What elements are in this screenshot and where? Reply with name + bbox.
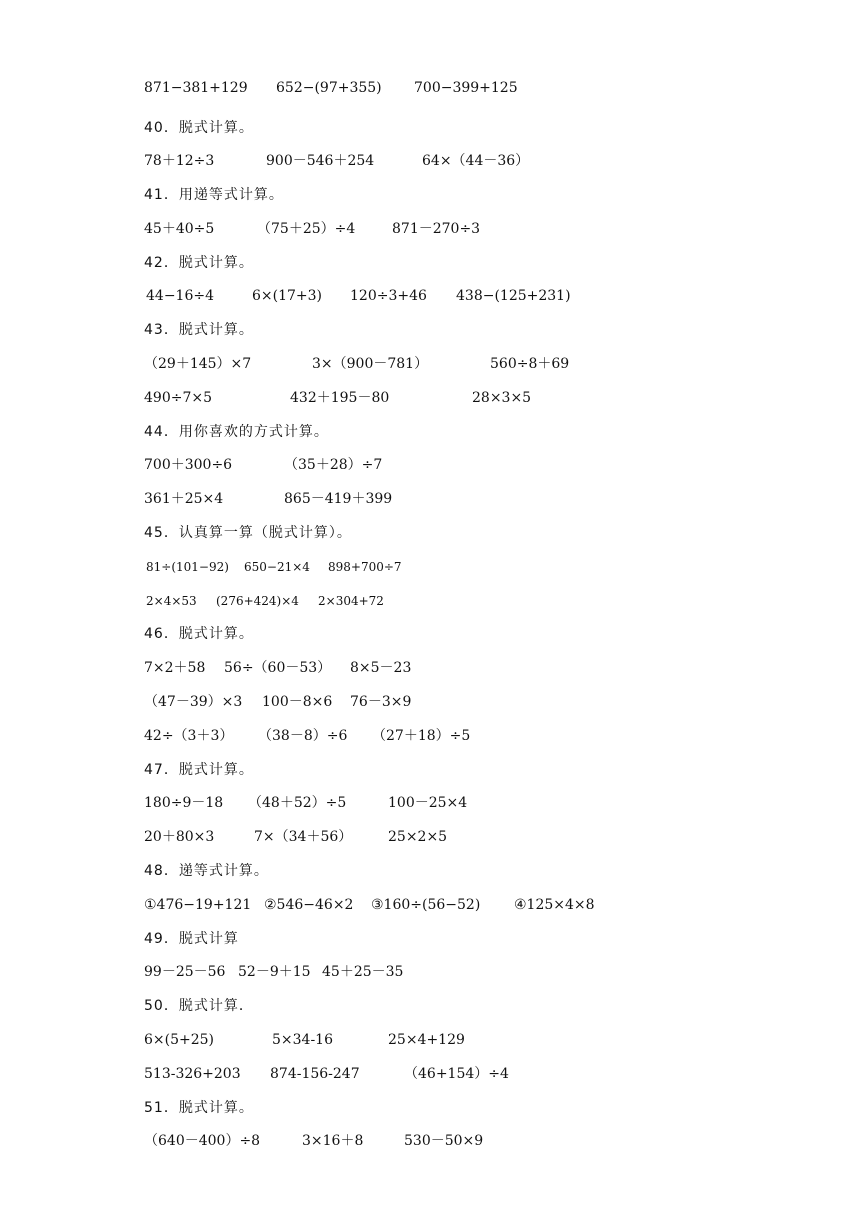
expression: 438−(125+231) <box>456 288 571 304</box>
expression: （47－39）×3 <box>144 694 243 710</box>
expression: 25×2×5 <box>388 829 448 845</box>
expression: 5×34-16 <box>272 1032 333 1048</box>
expression: 100－8×6 <box>262 694 333 710</box>
expression: 100－25×4 <box>388 795 468 811</box>
expression: 2×304+72 <box>318 594 384 608</box>
expression: 2×4×53 <box>146 594 197 608</box>
expression: （48＋52）÷5 <box>248 795 347 811</box>
expression: 45＋25－35 <box>322 964 404 980</box>
question-heading: 43．脱式计算。 <box>144 322 254 338</box>
expression: 28×3×5 <box>472 390 532 406</box>
expression: 20＋80×3 <box>144 829 215 845</box>
expression: 78＋12÷3 <box>144 153 215 169</box>
expression: ③160÷(56−52) <box>371 897 481 913</box>
expression: 900－546＋254 <box>266 153 375 169</box>
expression: （38－8）÷6 <box>258 728 348 744</box>
expression: 99－25－56 <box>144 964 226 980</box>
expression: 3×（900－781） <box>312 356 429 372</box>
expression: 120÷3+46 <box>350 288 427 304</box>
question-heading: 47．脱式计算。 <box>144 762 254 778</box>
question-heading: 49．脱式计算 <box>144 931 239 947</box>
expression: 56÷（60－53） <box>224 660 332 676</box>
expression: （35＋28）÷7 <box>284 457 383 473</box>
expression: 871−381+129 <box>144 80 248 96</box>
question-heading: 46．脱式计算。 <box>144 626 254 642</box>
expression: 513-326+203 <box>144 1066 241 1082</box>
expression: 865－419＋399 <box>284 491 393 507</box>
expression: 76－3×9 <box>350 694 412 710</box>
expression: 52－9＋15 <box>238 964 311 980</box>
expression: 700＋300÷6 <box>144 457 233 473</box>
expression: 874-156-247 <box>270 1066 360 1082</box>
expression: (276+424)×4 <box>216 594 299 608</box>
expression: 490÷7×5 <box>144 390 212 406</box>
expression: 44−16÷4 <box>146 288 214 304</box>
expression: 530－50×9 <box>404 1133 484 1149</box>
expression: ④125×4×8 <box>514 897 595 913</box>
expression: 64×（44－36） <box>422 153 530 169</box>
expression: 361＋25×4 <box>144 491 224 507</box>
expression: 81÷(101−92) <box>146 560 229 574</box>
expression: 180÷9－18 <box>144 795 224 811</box>
question-heading: 44．用你喜欢的方式计算。 <box>144 424 329 440</box>
expression: 42÷（3＋3） <box>144 728 234 744</box>
expression: （75＋25）÷4 <box>257 221 356 237</box>
question-heading: 48．递等式计算。 <box>144 863 269 879</box>
expression: 652−(97+355) <box>276 80 382 96</box>
expression: （46+154）÷4 <box>404 1066 509 1082</box>
expression: 45＋40÷5 <box>144 221 215 237</box>
expression: 3×16＋8 <box>302 1133 364 1149</box>
question-heading: 41．用递等式计算。 <box>144 187 284 203</box>
expression: 898+700÷7 <box>328 560 402 574</box>
expression: （640－400）÷8 <box>144 1133 261 1149</box>
question-heading: 42．脱式计算。 <box>144 255 254 271</box>
question-heading: 40．脱式计算。 <box>144 120 254 136</box>
question-heading: 51．脱式计算。 <box>144 1100 254 1116</box>
expression: 560÷8＋69 <box>490 356 570 372</box>
expression: 25×4+129 <box>388 1032 465 1048</box>
expression: ①476−19+121 <box>144 897 252 913</box>
expression: 432＋195－80 <box>290 390 390 406</box>
expression: （29＋145）×7 <box>144 356 252 372</box>
expression: 650−21×4 <box>244 560 310 574</box>
question-heading: 45．认真算一算（脱式计算）。 <box>144 525 352 541</box>
expression: 871－270÷3 <box>392 221 481 237</box>
expression: 7×2＋58 <box>144 660 206 676</box>
expression: 7×（34＋56） <box>254 829 353 845</box>
expression: 6×(5+25) <box>144 1032 215 1048</box>
expression: 700−399+125 <box>414 80 518 96</box>
expression: 8×5－23 <box>350 660 412 676</box>
expression: （27＋18）÷5 <box>372 728 471 744</box>
question-heading: 50．脱式计算． <box>144 998 254 1014</box>
expression: ②546−46×2 <box>264 897 354 913</box>
expression: 6×(17+3) <box>252 288 323 304</box>
